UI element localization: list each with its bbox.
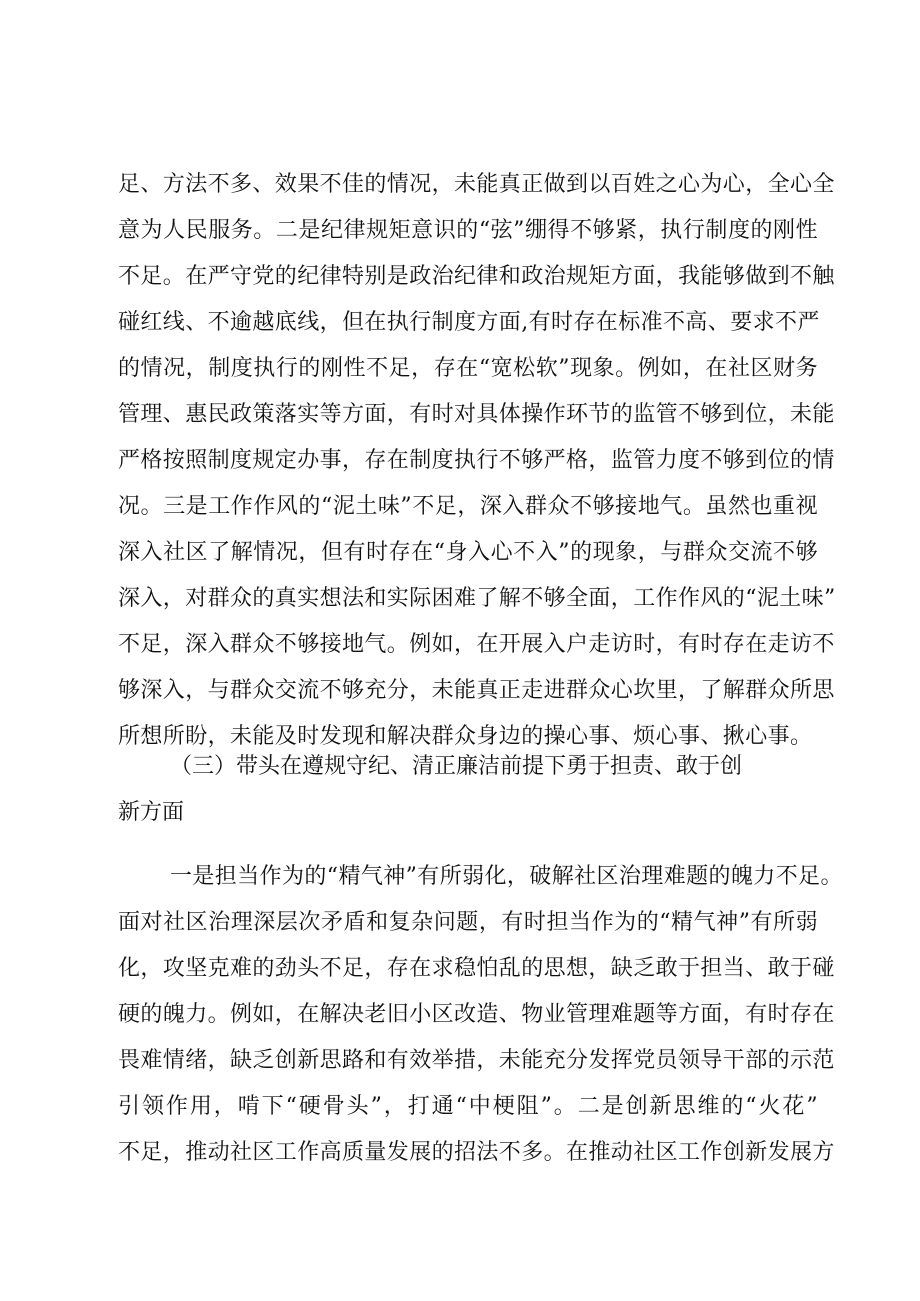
paragraph-2-line: 畏难情绪，缺乏创新思路和有效举措，未能充分发挥党员领导干部的示范 xyxy=(118,1048,835,1073)
section-heading xyxy=(118,744,818,836)
paragraph-1-line: 足、方法不多、效果不佳的情况，未能真正做到以百姓之心为心，全心全 xyxy=(118,172,835,197)
paragraph-1-line: 碰红线、不逾越底线，但在执行制度方面,有时存在标准不高、要求不严 xyxy=(118,310,820,335)
paragraph-2 xyxy=(118,854,843,1176)
paragraph-2-line: 不足，推动社区工作高质量发展的招法不多。在推动社区工作创新发展方 xyxy=(118,1140,835,1165)
paragraph-1-line: 管理、惠民政策落实等方面，有时对具体操作环节的监管不够到位，未能 xyxy=(118,402,835,427)
paragraph-1-line: 深入，对群众的真实想法和实际困难了解不够全面，工作作风的“泥土味” xyxy=(118,586,836,611)
paragraph-1-line: 严格按照制度规定办事，存在制度执行不够严格，监管力度不够到位的情 xyxy=(118,448,835,473)
paragraph-2-line: 硬的魄力。例如，在解决老旧小区改造、物业管理难题等方面，有时存在 xyxy=(118,1002,835,1027)
paragraph-1-line: 深入社区了解情况，但有时存在“身入心不入”的现象，与群众交流不够 xyxy=(118,540,818,565)
paragraph-2-line: 面对社区治理深层次矛盾和复杂问题，有时担当作为的“精气神”有所弱 xyxy=(118,910,818,935)
paragraph-2-line: 一是担当作为的“精气神”有所弱化，破解社区治理难题的魄力不足。 xyxy=(170,864,843,889)
paragraph-2-line: 引领作用，啃下“硬骨头”，打通“中梗阻”。二是创新思维的“火花” xyxy=(118,1094,818,1119)
paragraph-1-line: 不足，深入群众不够接地气。例如，在开展入户走访时，有时存在走访不 xyxy=(118,632,835,657)
paragraph-1-line: 的情况，制度执行的刚性不足，存在“宽松软”现象。例如，在社区财务 xyxy=(118,356,818,381)
paragraph-1-line: 够深入，与群众交流不够充分，未能真正走进群众心坎里，了解群众所思 xyxy=(118,678,835,703)
paragraph-1-line: 意为人民服务。二是纪律规矩意识的“弦”绷得不够紧，执行制度的刚性 xyxy=(118,218,818,243)
paragraph-1-line: 所想所盼，未能及时发现和解决群众身边的操心事、烦心事、揪心事。 xyxy=(118,724,813,749)
paragraph-1-line: 不足。在严守党的纪律特别是政治纪律和政治规矩方面，我能够做到不触 xyxy=(118,264,835,289)
paragraph-1 xyxy=(118,162,836,760)
paragraph-1-line: 况。三是工作作风的“泥土味”不足，深入群众不够接地气。虽然也重视 xyxy=(118,494,818,519)
section-heading-line: （三）带头在遵规守纪、清正廉洁前提下勇于担责、敢于创 xyxy=(170,754,743,779)
section-heading-line: 新方面 xyxy=(118,800,185,825)
paragraph-2-line: 化，攻坚克难的劲头不足，存在求稳怕乱的思想，缺乏敢于担当、敢于碰 xyxy=(118,956,835,981)
